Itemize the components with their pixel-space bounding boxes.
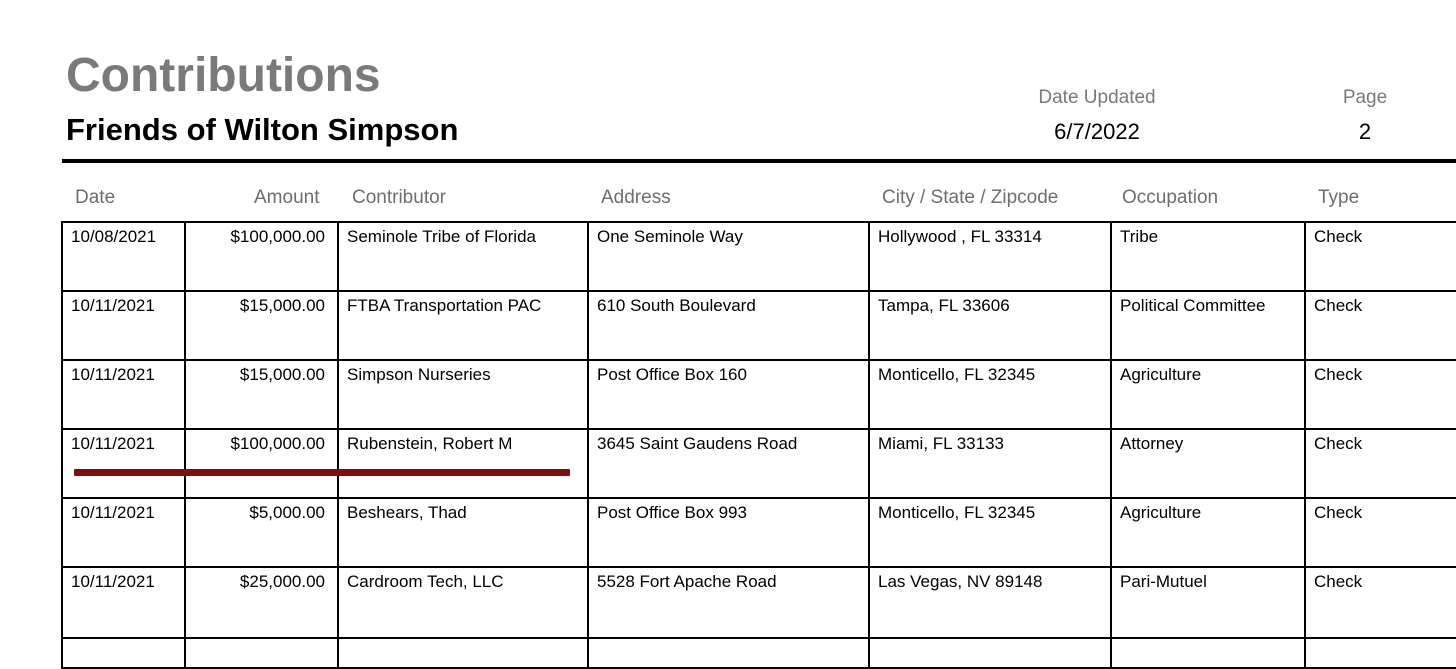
table-row <box>62 429 1456 498</box>
amount-cell: $5,000.00 <box>185 498 338 567</box>
empty-cell <box>1305 638 1456 668</box>
city-cell: Monticello, FL 32345 <box>869 360 1111 429</box>
column-header-date: Date <box>75 187 116 208</box>
date-updated-value: 6/7/2022 <box>1054 119 1140 144</box>
date-cell: 10/11/2021 <box>62 360 185 429</box>
type-cell: Check <box>1305 291 1456 360</box>
table-row <box>62 498 1456 567</box>
contributor-cell: Rubenstein, Robert M <box>338 429 588 498</box>
page-number: 2 <box>1358 119 1372 144</box>
occupation-cell: Agriculture <box>1111 498 1305 567</box>
table-row <box>62 291 1456 360</box>
city-cell: Hollywood , FL 33314 <box>869 222 1111 291</box>
amount-cell: $15,000.00 <box>185 360 338 429</box>
column-header-amount: Amount <box>254 187 320 208</box>
occupation-cell: Pari-Mutuel <box>1111 567 1305 638</box>
header-divider <box>62 159 1456 163</box>
type-cell: Check <box>1305 498 1456 567</box>
date-updated-label: Date Updated <box>1038 87 1156 108</box>
city-cell: Miami, FL 33133 <box>869 429 1111 498</box>
amount-cell: $15,000.00 <box>185 291 338 360</box>
table-row <box>62 360 1456 429</box>
table-row-partial <box>62 638 1456 668</box>
empty-cell <box>338 638 588 668</box>
report-title: Contributions <box>66 49 381 102</box>
column-header-type: Type <box>1318 187 1360 208</box>
date-cell: 10/11/2021 <box>62 567 185 638</box>
table-row <box>62 567 1456 638</box>
contributor-cell: Beshears, Thad <box>338 498 588 567</box>
type-cell: Check <box>1305 567 1456 638</box>
city-cell: Monticello, FL 32345 <box>869 498 1111 567</box>
type-cell: Check <box>1305 222 1456 291</box>
empty-cell <box>869 638 1111 668</box>
highlight-underline <box>74 469 570 476</box>
contributor-cell: Seminole Tribe of Florida <box>338 222 588 291</box>
date-cell: 10/11/2021 <box>62 429 185 498</box>
type-cell: Check <box>1305 360 1456 429</box>
date-cell: 10/08/2021 <box>62 222 185 291</box>
table-row <box>62 222 1456 291</box>
page-label: Page <box>1342 87 1388 108</box>
city-cell: Tampa, FL 33606 <box>869 291 1111 360</box>
address-cell: 5528 Fort Apache Road <box>588 567 869 638</box>
address-cell: One Seminole Way <box>588 222 869 291</box>
amount-cell: $100,000.00 <box>185 222 338 291</box>
type-cell: Check <box>1305 429 1456 498</box>
address-cell: 3645 Saint Gaudens Road <box>588 429 869 498</box>
empty-cell <box>62 638 185 668</box>
contributor-cell: FTBA Transportation PAC <box>338 291 588 360</box>
contributor-cell: Simpson Nurseries <box>338 360 588 429</box>
contributor-cell: Cardroom Tech, LLC <box>338 567 588 638</box>
column-header-contributor: Contributor <box>352 187 446 208</box>
empty-cell <box>588 638 869 668</box>
address-cell: 610 South Boulevard <box>588 291 869 360</box>
column-header-occupation: Occupation <box>1122 187 1219 208</box>
date-cell: 10/11/2021 <box>62 291 185 360</box>
occupation-cell: Political Committee <box>1111 291 1305 360</box>
date-cell: 10/11/2021 <box>62 498 185 567</box>
occupation-cell: Attorney <box>1111 429 1305 498</box>
occupation-cell: Agriculture <box>1111 360 1305 429</box>
amount-cell: $100,000.00 <box>185 429 338 498</box>
committee-name: Friends of Wilton Simpson <box>66 112 459 147</box>
column-header-city-state-zip: City / State / Zipcode <box>882 187 1059 208</box>
contributions-table <box>61 221 1456 669</box>
city-cell: Las Vegas, NV 89148 <box>869 567 1111 638</box>
occupation-cell: Tribe <box>1111 222 1305 291</box>
address-cell: Post Office Box 993 <box>588 498 869 567</box>
empty-cell <box>185 638 338 668</box>
column-header-address: Address <box>601 187 671 208</box>
amount-cell: $25,000.00 <box>185 567 338 638</box>
empty-cell <box>1111 638 1305 668</box>
address-cell: Post Office Box 160 <box>588 360 869 429</box>
